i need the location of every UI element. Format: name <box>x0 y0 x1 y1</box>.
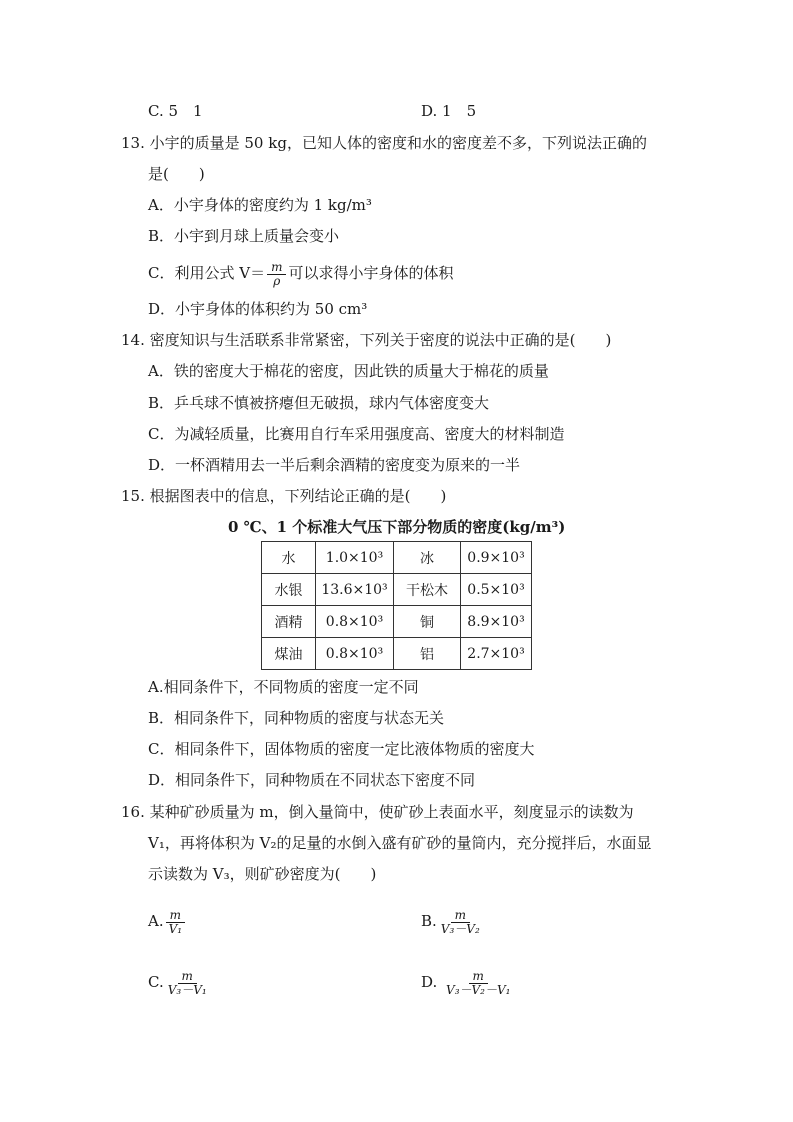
fraction <box>166 909 185 936</box>
fraction <box>166 970 209 997</box>
fraction-denominator: V₁ <box>168 921 183 936</box>
table-cell: 1.0×10³ <box>316 542 394 574</box>
q15-stem: 15. 根据图表中的信息，下列结论正确的是( ) <box>121 487 447 505</box>
q16-option-a <box>148 905 187 937</box>
q13-stem-line2: 是( ) <box>148 165 205 183</box>
q13-option-c-prefix: C．利用公式 V＝ <box>148 264 266 282</box>
fraction <box>444 970 512 997</box>
formula-denominator: ρ <box>273 273 281 288</box>
table-cell: 13.6×10³ <box>316 574 394 606</box>
q14-option-c: C．为减轻质量，比赛用自行车采用强度高、密度大的材料制造 <box>148 425 565 443</box>
table-cell: 水银 <box>262 574 316 606</box>
fraction-denominator: V₃－V₂－V₁ <box>446 982 511 997</box>
table-cell: 0.9×10³ <box>461 542 532 574</box>
table-cell: 2.7×10³ <box>461 638 532 670</box>
q13-option-a: A．小宇身体的密度约为 1 kg/m³ <box>148 196 372 214</box>
fraction-numerator: m <box>166 909 185 923</box>
table-row <box>262 606 532 638</box>
table-cell: 冰 <box>394 542 461 574</box>
table-cell: 铜 <box>394 606 461 638</box>
table-cell: 0.5×10³ <box>461 574 532 606</box>
q15-option-d: D．相同条件下，同种物质在不同状态下密度不同 <box>148 771 476 789</box>
fraction-denominator: V₃－V₁ <box>167 982 207 997</box>
density-table <box>261 541 532 670</box>
q16-stem-line2: V₁，再将体积为 V₂的足量的水倒入盛有矿砂的量筒内，充分搅拌后，水面显 <box>148 834 652 852</box>
fraction-numerator: m <box>469 970 488 984</box>
formula-numerator: m <box>267 261 286 275</box>
q16-stem-line1: 16. 某种矿砂质量为 m，倒入量筒中，使矿砂上表面水平，刻度显示的读数为 <box>121 803 634 821</box>
table-row <box>262 638 532 670</box>
q13-option-c <box>148 259 454 288</box>
q14-option-a: A．铁的密度大于棉花的密度，因此铁的质量大于棉花的质量 <box>148 362 549 380</box>
table-cell: 水 <box>262 542 316 574</box>
q14-option-d: D．一杯酒精用去一半后剩余酒精的密度变为原来的一半 <box>148 456 521 474</box>
q14-option-b: B．乒乓球不慎被挤瘪但无破损，球内气体密度变大 <box>148 394 490 412</box>
q15-option-b: B．相同条件下，同种物质的密度与状态无关 <box>148 709 445 727</box>
q12-option-c: C. 5 1 <box>148 102 203 120</box>
q15-option-a: A.相同条件下，不同物质的密度一定不同 <box>148 678 419 696</box>
q16-stem-line3: 示读数为 V₃，则矿砂密度为( ) <box>148 865 377 883</box>
table-cell: 铝 <box>394 638 461 670</box>
q13-option-c-suffix: 可以求得小宇身体的体积 <box>288 264 454 282</box>
density-formula <box>267 261 286 288</box>
q13-stem-line1: 13. 小宇的质量是 50 kg，已知人体的密度和水的密度差不多，下列说法正确的 <box>121 134 647 152</box>
table-cell: 0.8×10³ <box>316 638 394 670</box>
table-row <box>262 574 532 606</box>
q14-stem: 14. 密度知识与生活联系非常紧密，下列关于密度的说法中正确的是( ) <box>121 331 612 349</box>
table-cell: 煤油 <box>262 638 316 670</box>
table-row <box>262 542 532 574</box>
table-cell: 酒精 <box>262 606 316 638</box>
fraction-numerator: m <box>178 970 197 984</box>
table-title: 0 ℃、1 个标准大气压下部分物质的密度(kg/m³) <box>228 518 566 536</box>
option-label: A. <box>148 912 164 930</box>
option-label: B. <box>421 912 437 930</box>
table-cell: 8.9×10³ <box>461 606 532 638</box>
option-label: D. <box>421 973 443 991</box>
option-label: C. <box>148 973 164 991</box>
fraction-denominator: V₃－V₂ <box>440 921 480 936</box>
table-cell: 干松木 <box>394 574 461 606</box>
q13-option-d: D．小宇身体的体积约为 50 cm³ <box>148 300 368 318</box>
q16-option-c <box>148 966 211 998</box>
q16-option-d <box>421 966 514 998</box>
q16-option-b <box>421 905 484 937</box>
fraction <box>439 909 482 936</box>
q12-option-d: D. 1 5 <box>421 102 477 120</box>
q13-option-b: B．小宇到月球上质量会变小 <box>148 227 340 245</box>
table-cell: 0.8×10³ <box>316 606 394 638</box>
q15-option-c: C．相同条件下，固体物质的密度一定比液体物质的密度大 <box>148 740 535 758</box>
fraction-numerator: m <box>451 909 470 923</box>
